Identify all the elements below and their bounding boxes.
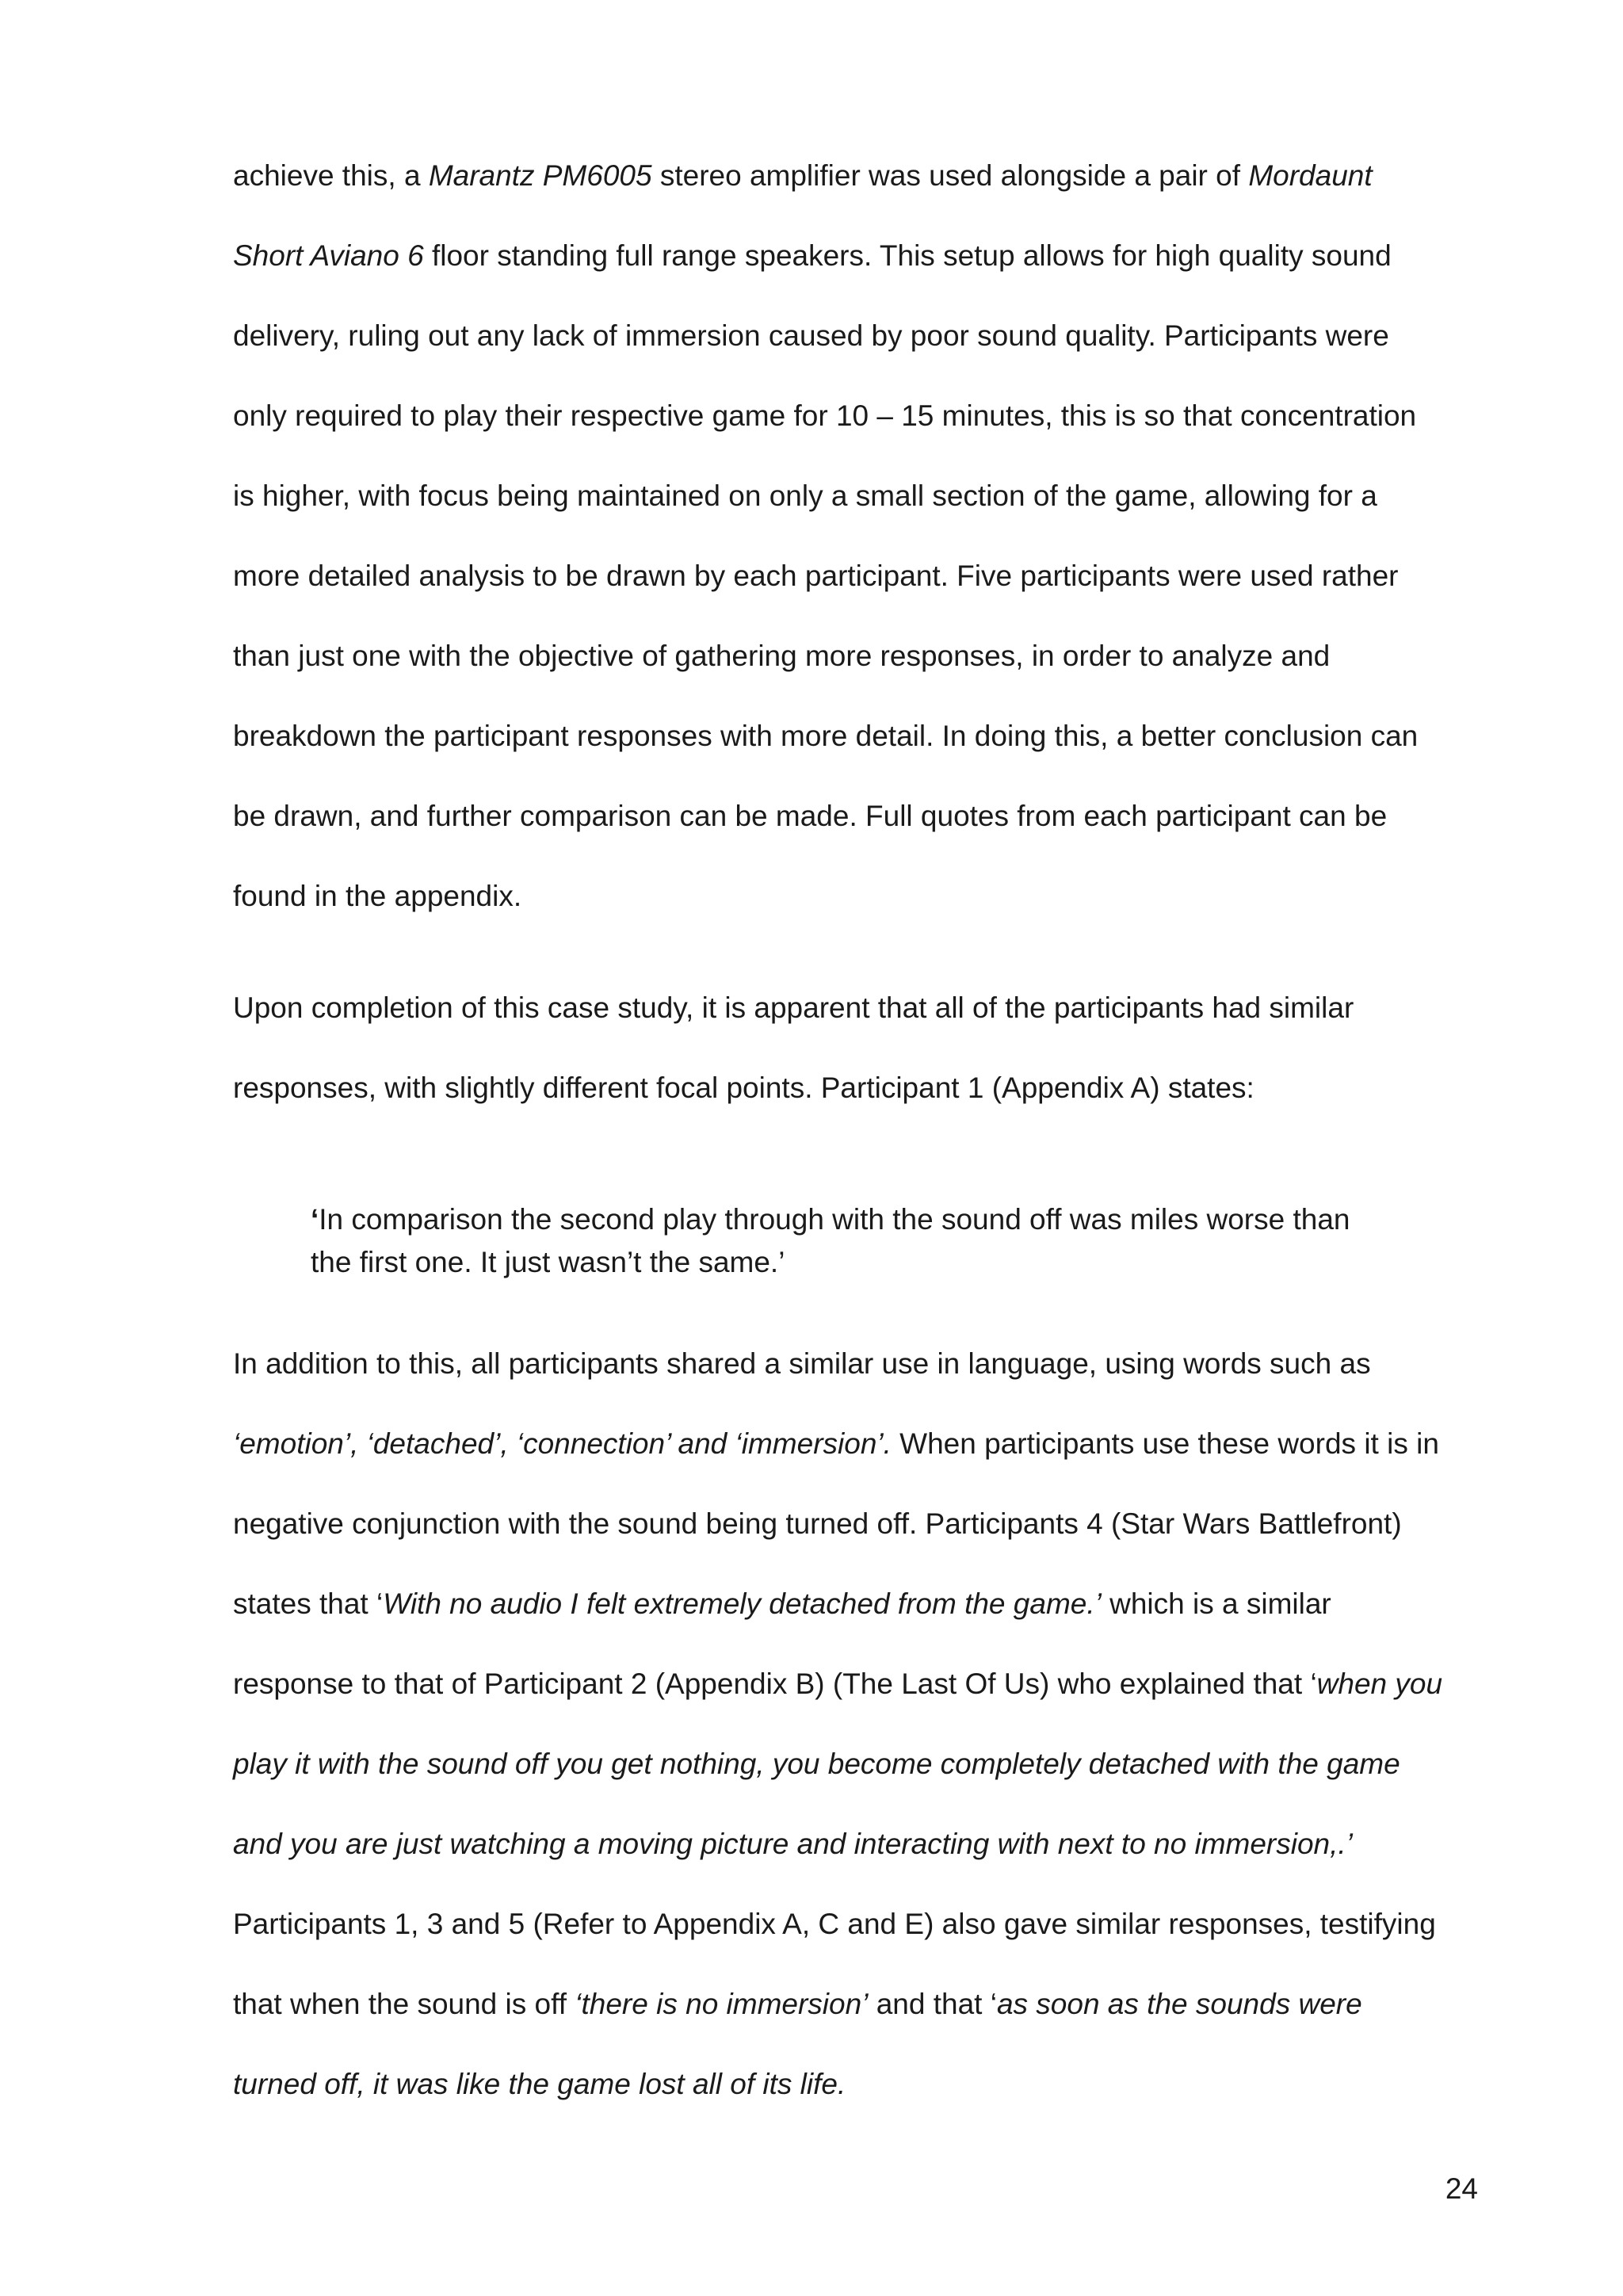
paragraph-case-study-results [233, 968, 1501, 1128]
text-run: states that ‘ [233, 1587, 384, 1620]
text-run: In comparison the second play through with the sound off was miles worse than [319, 1203, 1350, 1236]
keyword-list: ‘emotion’, ‘detached’, ‘connection’ and ‘immersion’. [233, 1427, 892, 1460]
text-run: floor standing full range speakers. This setup allows for high quality sound [423, 239, 1392, 272]
text-run: and that ‘ [868, 1988, 997, 2020]
page-number: 24 [1445, 2172, 1478, 2205]
text-line: responses, with slightly different focal points. Participant 1 (Appendix A) states: [233, 1072, 1254, 1104]
text-line: than just one with the objective of gathering more responses, in order to analyze and [233, 640, 1331, 672]
quote-line [311, 1198, 1499, 1241]
text-line [233, 1724, 1501, 1804]
text-line: breakdown the participant responses with more detail. In doing this, a better conclusion can [233, 720, 1419, 752]
paragraph-equipment-setup [233, 136, 1501, 936]
participant-quote: ‘there is no immersion’ [575, 1988, 869, 2020]
participant-quote-block [311, 1198, 1499, 1284]
text-line: Participants 1, 3 and 5 (Refer to Appendix A, C and E) also gave similar responses, testifying [233, 1908, 1436, 1940]
text-line: negative conjunction with the sound being turned off. Participants 4 (Star Wars Battlefront) [233, 1507, 1402, 1540]
text-run: When participants use these words it is in [891, 1427, 1439, 1460]
text-line [233, 2044, 1501, 2124]
text-line: found in the appendix. [233, 880, 522, 912]
participant-quote: as soon as the sounds were [996, 1988, 1362, 2020]
text-line: Upon completion of this case study, it is apparent that all of the participants had similar [233, 991, 1354, 1024]
text-line: more detailed analysis to be drawn by each participant. Five participants were used rather [233, 560, 1399, 592]
text-line: In addition to this, all participants shared a similar use in language, using words such as [233, 1347, 1371, 1380]
text-line: only required to play their respective game for 10 – 15 minutes, this is so that concentration [233, 399, 1417, 432]
text-run: that when the sound is off [233, 1988, 575, 2020]
text-line [233, 216, 1501, 296]
text-run: stereo amplifier was used alongside a pair of [651, 159, 1249, 192]
participant-quote: turned off, it was like the game lost all of its life. [233, 2068, 846, 2100]
amplifier-name: Marantz PM6005 [428, 159, 652, 192]
participant-2-quote: and you are just watching a moving picture and interacting with next to no immersion,.’ [233, 1828, 1353, 1860]
text-line [233, 1964, 1501, 2044]
text-run: response to that of Participant 2 (Appendix B) (The Last Of Us) who explained that ‘ [233, 1668, 1317, 1700]
text-line [233, 1564, 1501, 1644]
quote-line: the first one. It just wasn’t the same.’ [311, 1246, 785, 1278]
text-run: which is a similar [1101, 1587, 1331, 1620]
speaker-name-part: Short Aviano 6 [233, 239, 424, 272]
text-line: is higher, with focus being maintained on only a small section of the game, allowing for a [233, 479, 1377, 512]
text-line [233, 1804, 1501, 1884]
participant-2-quote: when you [1316, 1668, 1443, 1700]
participant-4-quote: With no audio I felt extremely detached from the game.’ [383, 1587, 1102, 1620]
participant-2-quote: play it with the sound off you get nothing, you become completely detached with the game [233, 1748, 1400, 1780]
text-line: be drawn, and further comparison can be made. Full quotes from each participant can be [233, 800, 1388, 832]
quote-open-mark: ‘ [311, 1203, 319, 1236]
text-line: delivery, ruling out any lack of immersion caused by poor sound quality. Participants were [233, 319, 1389, 352]
text-line [233, 1404, 1501, 1484]
text-run: achieve this, a [233, 159, 429, 192]
paragraph-language-analysis [233, 1324, 1501, 2124]
text-line [233, 1644, 1501, 1724]
speaker-name-part: Mordaunt [1248, 159, 1373, 192]
text-line [233, 136, 1501, 216]
